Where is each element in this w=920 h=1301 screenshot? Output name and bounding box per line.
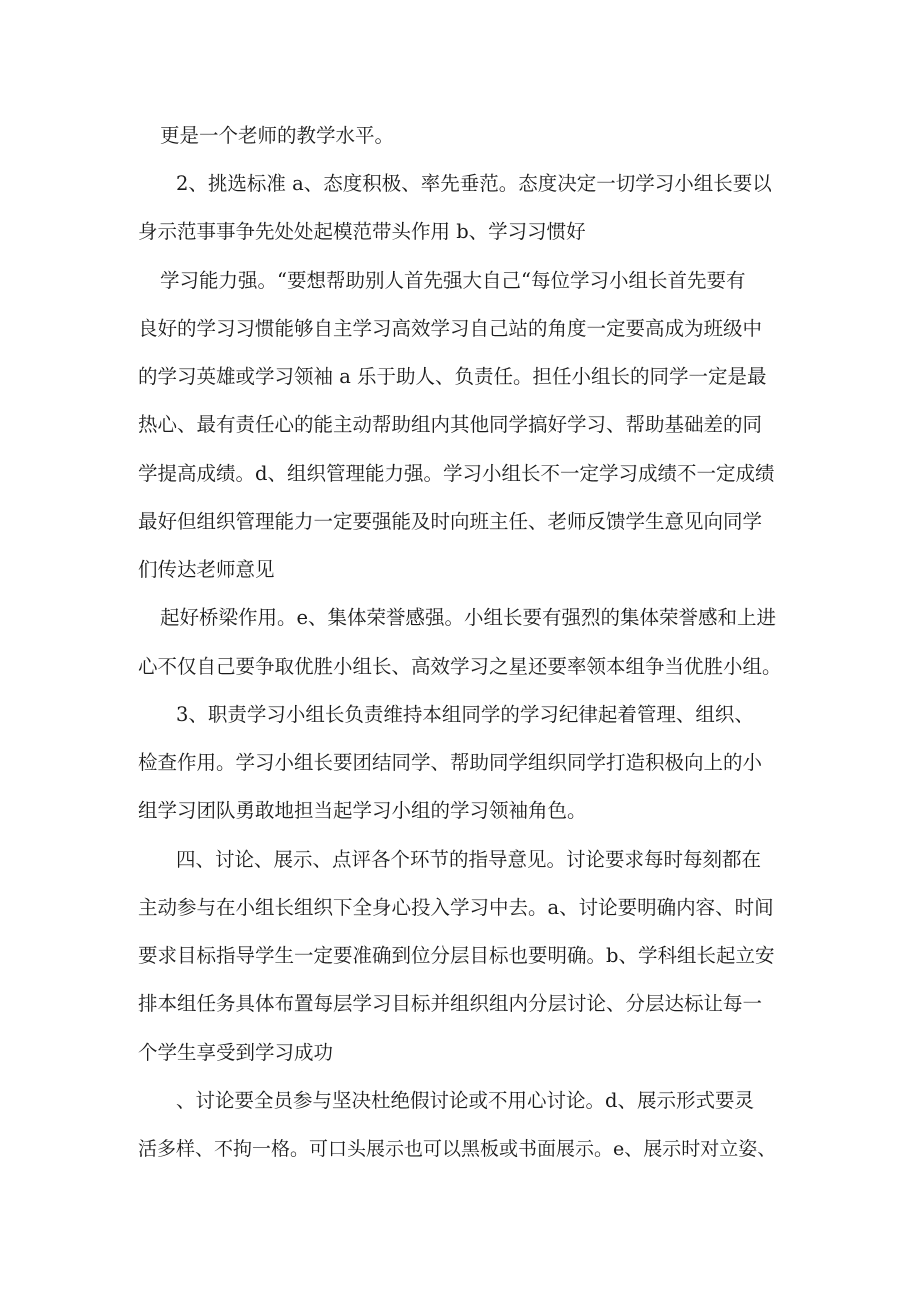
paragraph-line: 学提高成绩。d、组织管理能力强。学习小组长不一定学习成绩不一定成绩 bbox=[138, 462, 775, 485]
paragraph-line: 们传达老师意见 bbox=[138, 558, 275, 581]
paragraph-line: 的学习英雄或学习领袖 a 乐于助人、负责任。担任小组长的同学一定是最 bbox=[138, 365, 767, 388]
paragraph-line: 排本组任务具体布置每层学习目标并组织组内分层讨论、分层达标让每一 bbox=[138, 992, 763, 1015]
paragraph-line: 最好但组织管理能力一定要强能及时向班主任、老师反馈学生意见向同学 bbox=[138, 510, 763, 533]
paragraph-line: 热心、最有责任心的能主动帮助组内其他同学搞好学习、帮助基础差的同 bbox=[138, 413, 763, 436]
paragraph-line: 主动参与在小组长组织下全身心投入学习中去。a、讨论要明确内容、时间 bbox=[138, 896, 774, 919]
paragraph-line: 心不仅自己要争取优胜小组长、高效学习之星还要率领本组争当优胜小组。 bbox=[138, 655, 782, 678]
paragraph-line: 活多样、不拘一格。可口头展示也可以黑板或书面展示。e、展示时对立姿、 bbox=[138, 1138, 777, 1160]
paragraph-line: 要求目标指导学生一定要准确到位分层目标也要明确。b、学科组长起立安 bbox=[138, 944, 775, 967]
paragraph-line: 起好桥梁作用。e、集体荣誉感强。小组长要有强烈的集体荣誉感和上进 bbox=[160, 606, 777, 629]
paragraph-line: 身示范事事争先处处起模范带头作用 b、学习习惯好 bbox=[138, 220, 586, 243]
paragraph-line: 四、讨论、展示、点评各个环节的指导意见。讨论要求每时每刻都在 bbox=[176, 848, 762, 871]
paragraph-line: 个学生享受到学习成功 bbox=[138, 1041, 334, 1064]
paragraph-line: 检查作用。学习小组长要团结同学、帮助同学组织同学打造积极向上的小 bbox=[138, 751, 763, 774]
paragraph-line: 良好的学习习惯能够自主学习高效学习自己站的角度一定要高成为班级中 bbox=[138, 317, 763, 340]
paragraph-line: 2、挑选标准 a、态度积极、率先垂范。态度决定一切学习小组长要以 bbox=[176, 172, 772, 195]
paragraph-line: 3、职责学习小组长负责维持本组同学的学习纪律起着管理、组织、 bbox=[176, 703, 754, 726]
paragraph-line: 更是一个老师的教学水平。 bbox=[160, 124, 395, 147]
paragraph-line: 组学习团队勇敢地担当起学习小组的学习领袖角色。 bbox=[138, 799, 587, 822]
paragraph-line: 学习能力强。“要想帮助别人首先强大自己“每位学习小组长首先要有 bbox=[160, 269, 746, 292]
paragraph-line: 、讨论要全员参与坚决杜绝假讨论或不用心讨论。d、展示形式要灵 bbox=[176, 1089, 754, 1112]
